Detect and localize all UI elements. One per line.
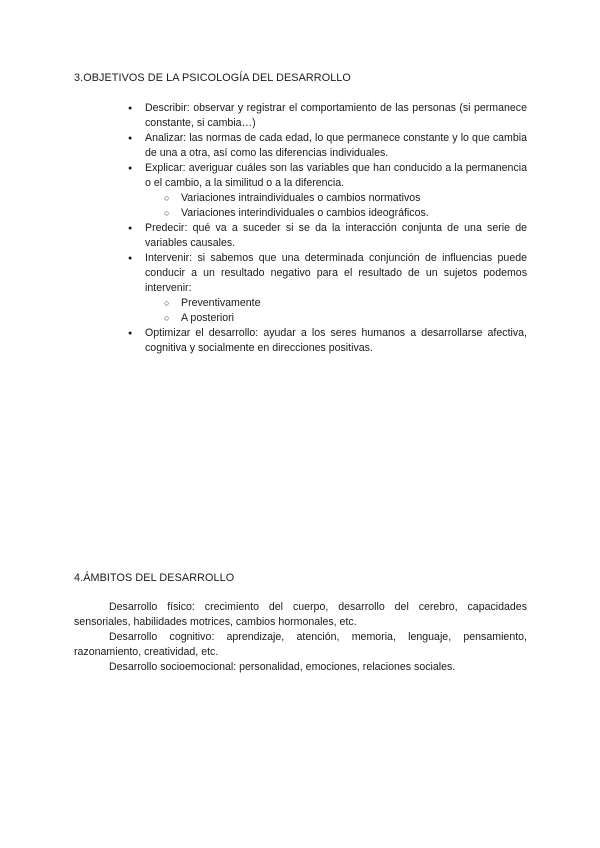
- section-3-heading: 3.OBJETIVOS DE LA PSICOLOGÍA DEL DESARROLLO: [74, 72, 351, 84]
- sub-list-item: ○ Variaciones interindividuales o cambios ideográficos.: [181, 206, 527, 221]
- list-item: [145, 161, 527, 221]
- sub-list-item: ○ Preventivamente: [181, 296, 527, 311]
- section-4-heading: 4.ÁMBITOS DEL DESARROLLO: [74, 572, 235, 584]
- objective-predecir-text: Predecir: qué va a suceder si se da la interacción conjunta de una serie de variables causales.: [145, 222, 527, 249]
- ambito-cognitivo-paragraph: Desarrollo cognitivo: aprendizaje, atención, memoria, lenguaje, pensamiento, razonamiento, creatividad, etc.: [74, 631, 527, 658]
- objective-analizar-text: Analizar: las normas de cada edad, lo que permanece constante y lo que cambia de una a otra, así como las diferencias individuales.: [145, 132, 527, 159]
- list-item: [145, 131, 527, 161]
- list-item: [145, 101, 527, 131]
- objectives-list: [145, 101, 527, 356]
- objective-intervenir-text: Intervenir: si sabemos que una determinada conjunción de influencias puede conducir a un resultado negativo para el resultado de un sujetos podemos intervenir:: [145, 252, 527, 294]
- ambitos-section: [74, 600, 527, 675]
- objective-explicar-text: Explicar: averiguar cuáles son las variables que han conducido a la permanencia o el cambio, a la similitud o a la diferencia.: [145, 162, 527, 189]
- list-item: [145, 221, 527, 251]
- sub-list-item: ○ A posteriori: [181, 311, 527, 326]
- objective-describir-text: Describir: observar y registrar el comportamiento de las personas (si permanece constante, si cambia…): [145, 102, 527, 129]
- sub-list-item: ○ Variaciones intraindividuales o cambios normativos: [181, 191, 527, 206]
- ambito-socioemocional-paragraph: Desarrollo socioemocional: personalidad, emociones, relaciones sociales.: [109, 661, 456, 673]
- objective-optimizar-text: Optimizar el desarrollo: ayudar a los seres humanos a desarrollarse afectiva, cognitiva y socialmente en direcciones positivas.: [145, 327, 527, 354]
- list-item: [145, 251, 527, 326]
- list-item: [145, 326, 527, 356]
- intervenir-sublist: [145, 296, 527, 326]
- ambito-fisico-paragraph: Desarrollo físico: crecimiento del cuerpo, desarrollo del cerebro, capacidades sensoriales, habilidades motrices, cambios hormonales, etc.: [74, 601, 527, 628]
- explicar-sublist: [145, 191, 527, 221]
